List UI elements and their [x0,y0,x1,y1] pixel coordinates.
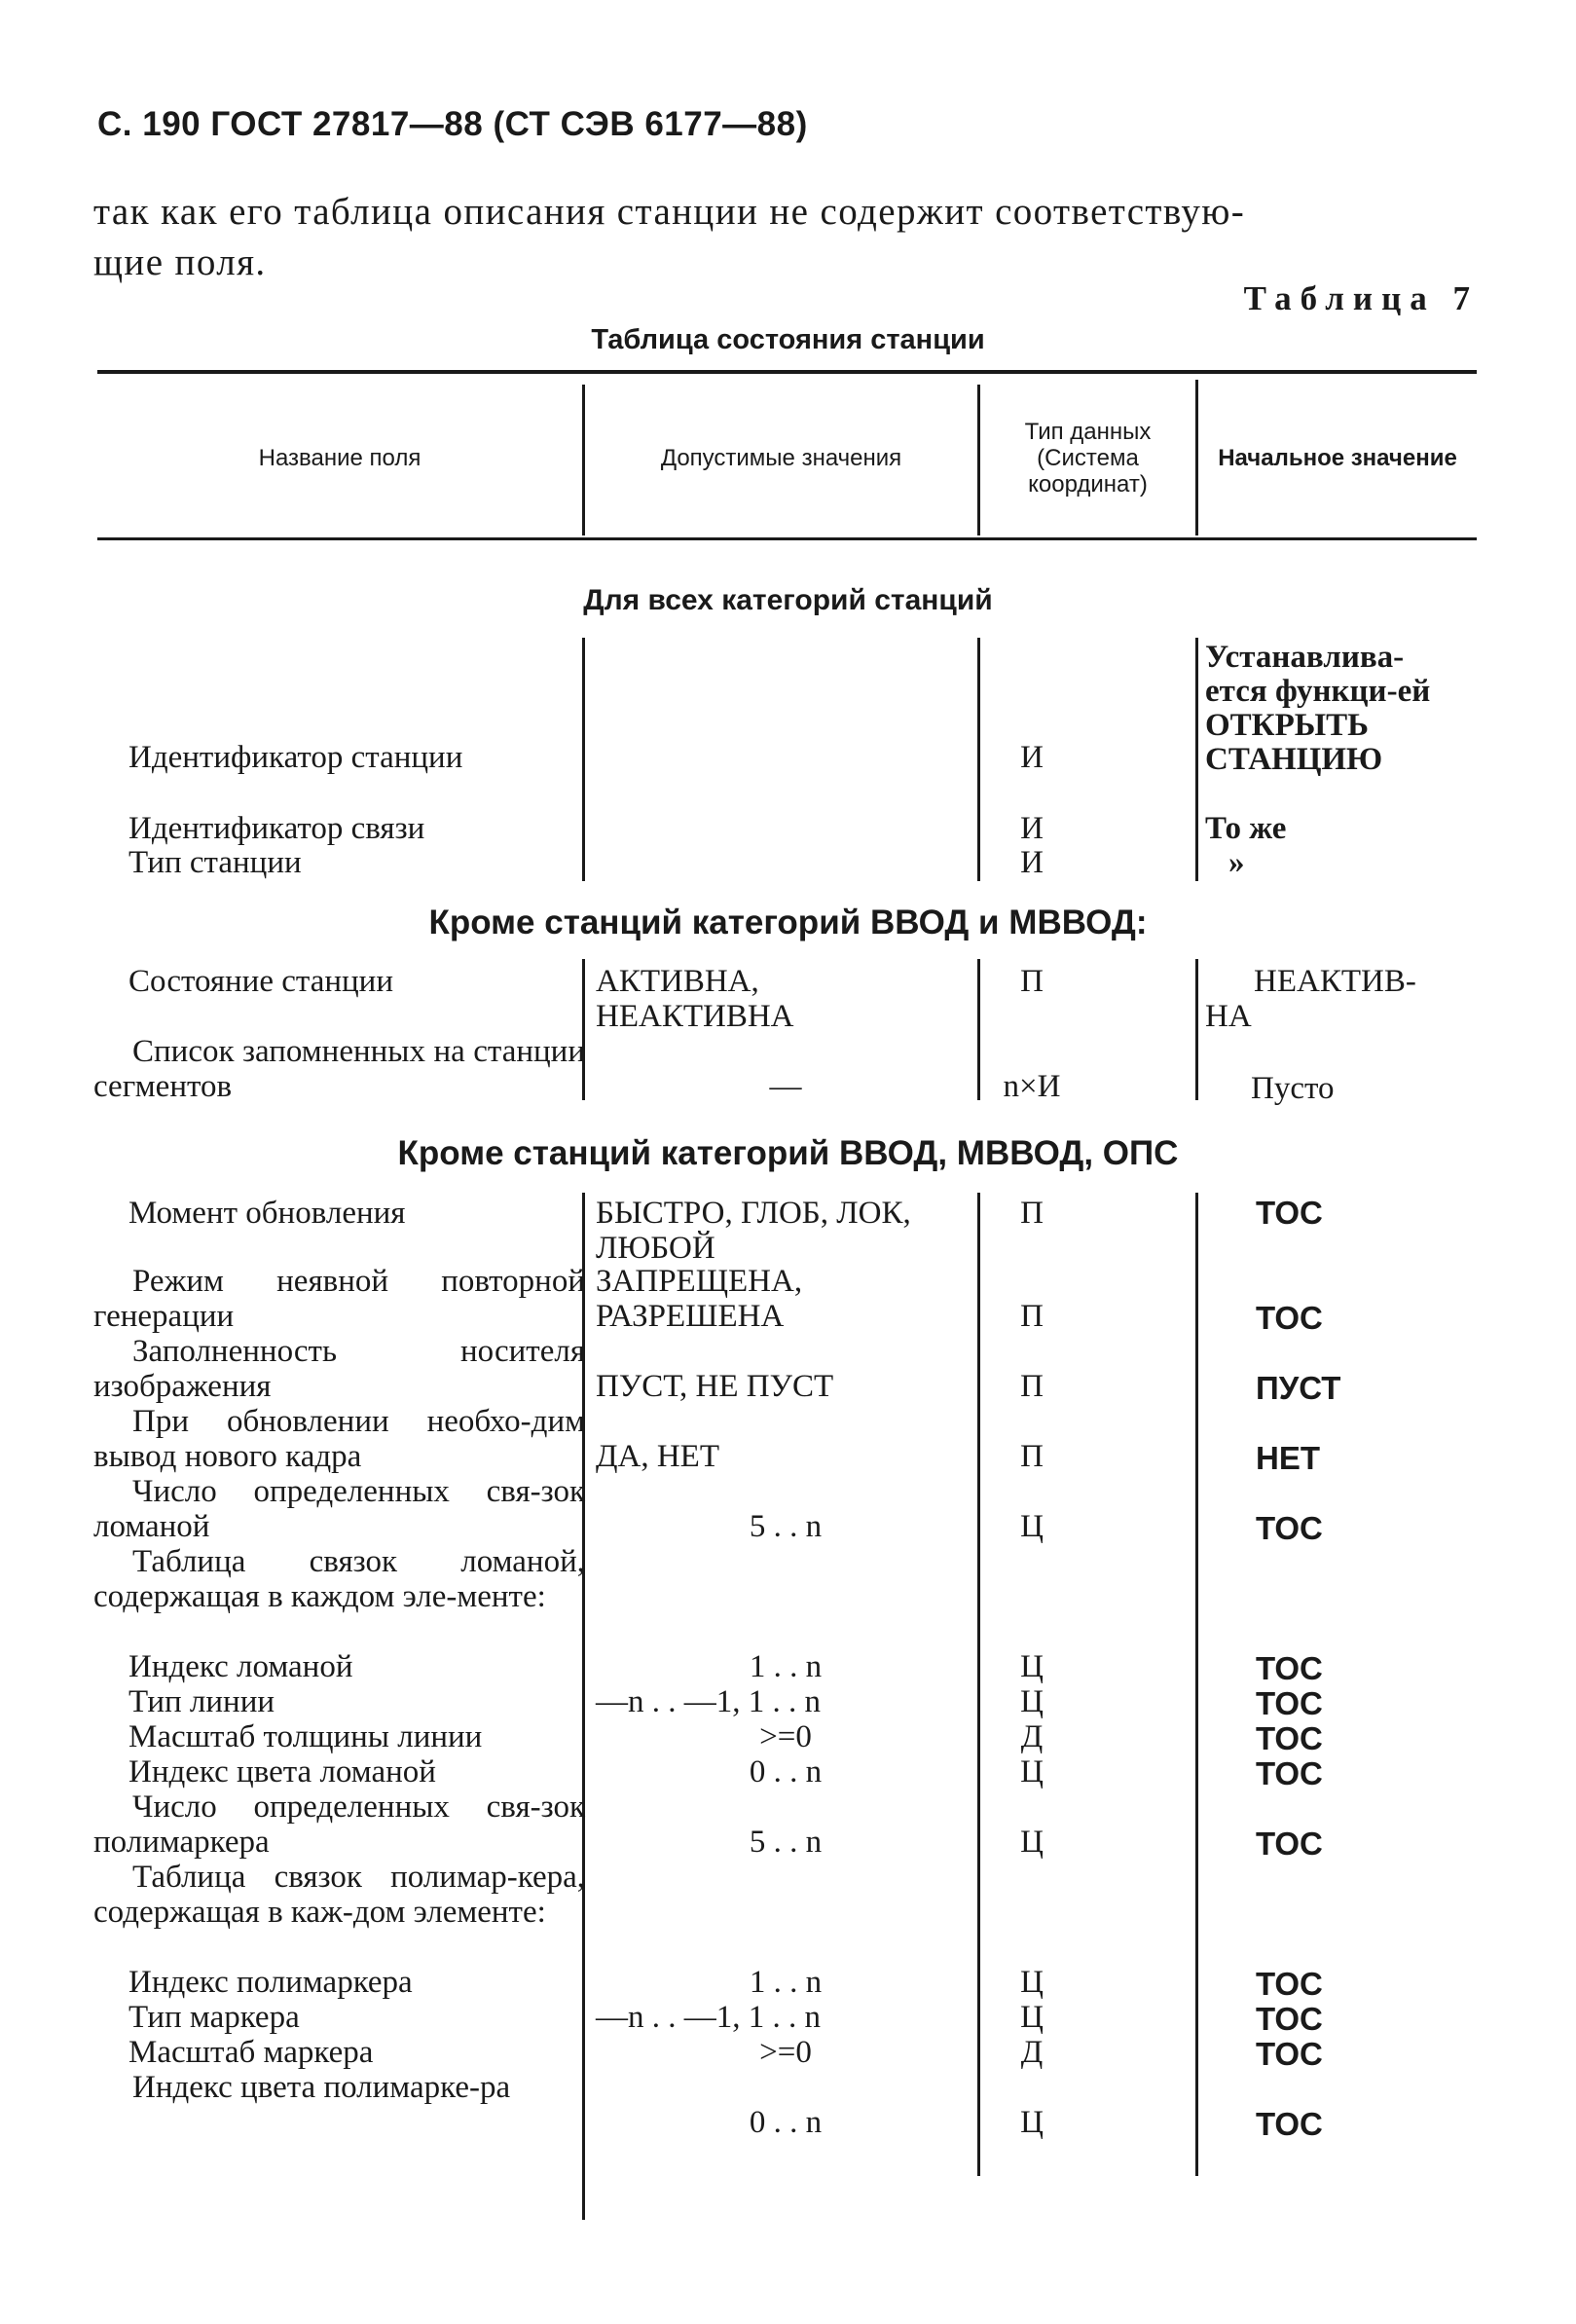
row-initial: ТОС [1256,1685,1323,1721]
row-values: 1 . . n [749,1965,823,2000]
row-initial: НЕТ [1256,1440,1320,1476]
table-top-rule [97,370,1477,374]
row-type: П [1020,1299,1044,1334]
row-name: Состояние станции [128,964,393,999]
row-initial: ТОС [1256,1966,1323,2002]
row-type: Д [1020,2035,1044,2070]
row-values: БЫСТРО, ГЛОБ, ЛОК, ЛЮБОЙ [596,1196,911,1266]
row-values: 5 . . n [749,1825,823,1860]
row-name: Число определенных свя-зок ломаной [93,1474,585,1544]
row-type: Ц [1020,1649,1044,1684]
row-initial: ТОС [1256,1650,1323,1686]
row-type: Ц [1020,1684,1044,1719]
row-values: — [769,1069,802,1104]
column-divider [1195,638,1198,881]
row-name: Заполненность носителя изображения [93,1334,585,1404]
row-initial: ТОС [1256,1300,1323,1336]
row-type: И [1020,811,1044,846]
row-name: Идентификатор станции [128,740,463,775]
row-initial: То же [1205,811,1287,846]
row-values: ДА, НЕТ [596,1439,719,1474]
row-values: —n . . —1, 1 . . n [596,2000,821,2035]
row-name: Таблица связок ломаной, содержащая в каждом эле-менте: [93,1544,585,1614]
row-name: Момент обновления [128,1196,406,1231]
column-header-values: Допустимые значения [660,444,902,471]
row-type: И [1020,845,1044,880]
row-name: Тип станции [128,845,302,880]
section-except-input: Кроме станций категорий ВВОД и МВВОД: [428,904,1148,941]
column-header-type: Тип данных (Система координат) [1024,418,1152,498]
row-type: П [1020,1196,1044,1231]
row-initial: ТОС [1256,1195,1323,1231]
row-name: Масштаб толщины линии [128,1719,483,1754]
row-name: Режим неявной повторной генерации [93,1264,585,1334]
row-initial: ТОС [1256,2036,1323,2072]
row-type: Ц [1020,1754,1044,1789]
row-initial: ТОС [1256,1720,1323,1756]
row-name: Идентификатор связи [128,811,425,846]
row-type: Ц [1020,2000,1044,2035]
row-initial: Устанавлива-ется функци-ей ОТКРЫТЬ СТАНЦИЮ [1205,640,1431,777]
row-initial: ТОС [1256,1755,1323,1791]
intro-line-1: так как его таблица описания станции не содержит соответствую- [93,191,1246,233]
row-values: АКТИВНА, НЕАКТИВНА [596,964,794,1034]
row-initial: ТОС [1256,2106,1323,2142]
row-values: 0 . . n [749,1754,823,1789]
row-name: Таблица связок полимар-кера, содержащая в каж-дом элементе: [93,1860,585,1930]
row-initial: ТОС [1256,1826,1323,1862]
row-name: Список запомненных на станции сегментов [93,1034,585,1104]
row-values: ПУСТ, НЕ ПУСТ [596,1369,834,1404]
row-name: Индекс ломаной [128,1649,353,1684]
table-title: Таблица состояния станции [591,324,985,355]
row-type: Д [1020,1719,1044,1754]
section-all-categories: Для всех категорий станций [583,584,993,616]
column-divider [1195,1193,1198,2176]
row-type: П [1020,1439,1044,1474]
row-type: n×И [1003,1069,1061,1104]
row-type: Ц [1020,2105,1044,2140]
row-type: Ц [1020,1825,1044,1860]
row-type: И [1020,740,1044,775]
row-name: Масштаб маркера [128,2035,374,2070]
row-initial: » [1228,845,1245,880]
section-except-input-ops: Кроме станций категорий ВВОД, МВВОД, ОПС [397,1134,1179,1172]
row-name: Тип линии [128,1684,275,1719]
row-initial: НЕАКТИВ-НА [1205,964,1416,1034]
row-values: >=0 [759,2035,812,2070]
row-type: Ц [1020,1509,1044,1544]
row-values: 5 . . n [749,1509,823,1544]
row-initial: ПУСТ [1256,1370,1341,1406]
row-values: —n . . —1, 1 . . n [596,1684,821,1719]
row-type: П [1020,964,1044,999]
row-values: 1 . . n [749,1649,823,1684]
intro-line-2: щие поля. [93,241,267,283]
row-name: При обновлении необхо-дим вывод нового кадра [93,1404,585,1474]
intro-text [93,187,1485,288]
table-number: Таблица 7 [1243,279,1479,317]
row-initial: ТОС [1256,1510,1323,1546]
row-values: 0 . . n [749,2105,823,2140]
row-initial: Пусто [1251,1071,1335,1106]
row-initial: ТОС [1256,2001,1323,2037]
row-name: Число определенных свя-зок полимаркера [93,1789,585,1860]
row-name: Индекс полимаркера [128,1965,413,2000]
row-name: Тип маркера [128,2000,300,2035]
row-type: Ц [1020,1965,1044,2000]
row-name: Индекс цвета ломаной [128,1754,436,1789]
page-header: С. 190 ГОСТ 27817—88 (СТ СЭВ 6177—88) [97,105,808,143]
row-values: >=0 [759,1719,812,1754]
row-type: П [1020,1369,1044,1404]
table-header-bottom-rule [97,537,1477,540]
column-divider [1195,959,1198,1100]
column-header-initial: Начальное значение [1218,444,1457,471]
column-header-name: Название поля [258,444,421,471]
row-name: Индекс цвета полимарке-ра [132,2070,511,2105]
row-values: ЗАПРЕЩЕНА, РАЗРЕШЕНА [596,1264,803,1334]
